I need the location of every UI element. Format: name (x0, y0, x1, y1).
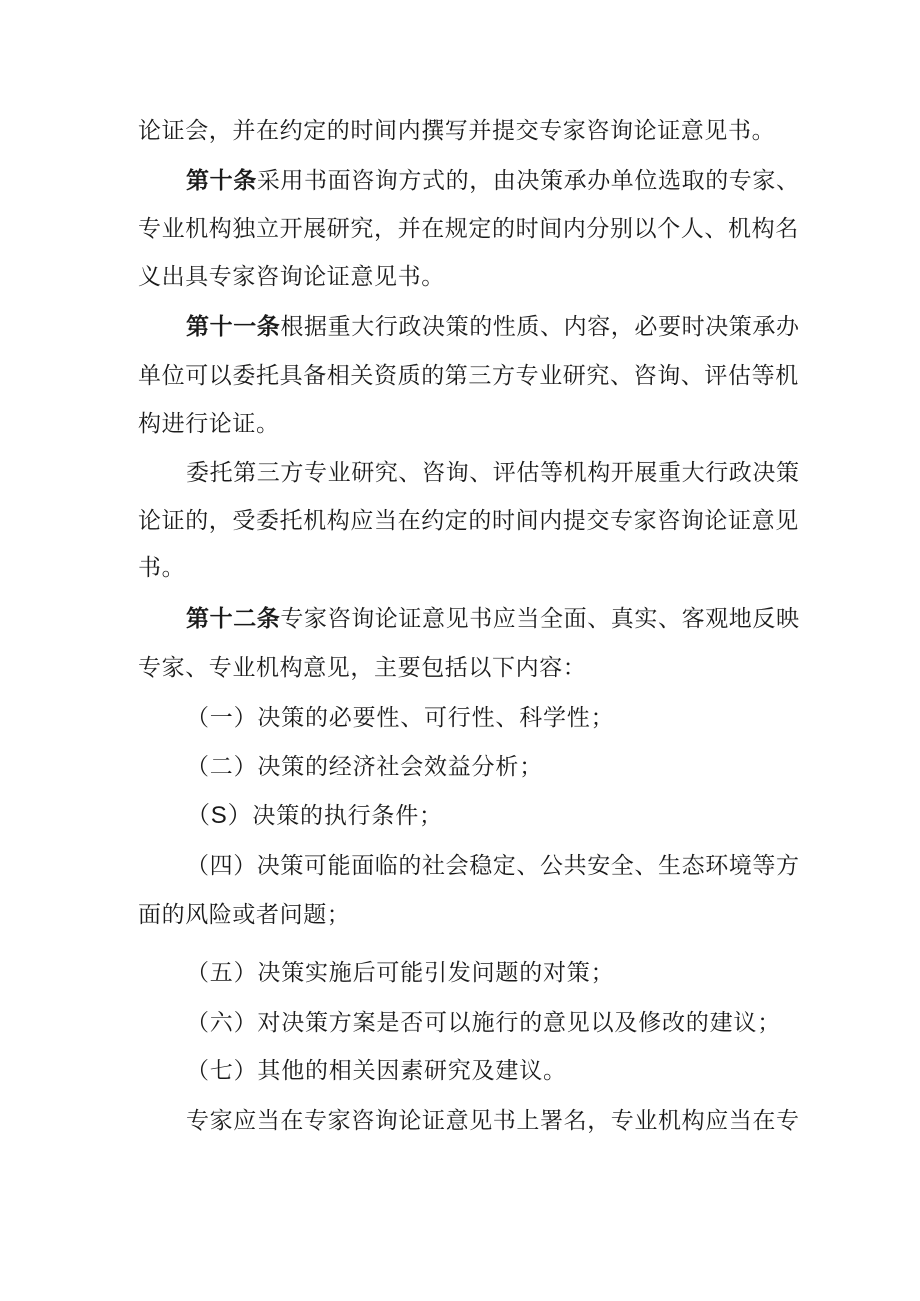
paragraph-line: 论证的，受委托机构应当在约定的时间内提交专家咨询论证意见 (138, 508, 799, 534)
paragraph-line: 委托第三方专业研究、咨询、评估等机构开展重大行政决策 (186, 460, 800, 486)
article-heading: 第十条 (186, 168, 257, 194)
list-item: （五）决策实施后可能引发问题的对策； (186, 960, 615, 986)
paragraph-line: 义出具专家咨询论证意见书。 (138, 264, 445, 290)
article-heading: 第十二条 (186, 606, 281, 632)
paragraph-line: 面的风险或者问题； (138, 902, 351, 928)
paragraph-line: 专家应当在专家咨询论证意见书上署名，专业机构应当在专 (186, 1108, 800, 1134)
list-item: （七）其他的相关因素研究及建议。 (186, 1058, 567, 1084)
list-item: （四）决策可能面临的社会稳定、公共安全、生态环境等方 (186, 853, 800, 879)
list-item: （六）对决策方案是否可以施行的意见以及修改的建议； (186, 1010, 781, 1036)
paragraph-line: 书。 (138, 555, 186, 581)
list-item: （一）决策的必要性、可行性、科学性； (186, 705, 615, 731)
article-heading: 第十一条 (186, 314, 281, 340)
list-item: （二）决策的经济社会效益分析； (186, 754, 543, 780)
paragraph-line: 构进行论证。 (138, 411, 280, 437)
article-11-line: 第十一条根据重大行政决策的性质、内容，必要时决策承办 (186, 314, 800, 340)
paragraph-line: 专业机构独立开展研究，并在规定的时间内分别以个人、机构名 (138, 216, 799, 242)
list-item-marker: （S） (186, 802, 253, 829)
list-item: （S）决策的执行条件； (186, 802, 443, 829)
paragraph-line: 论证会，并在约定的时间内撰写并提交专家咨询论证意见书。 (138, 118, 776, 144)
paragraph-line: 单位可以委托具备相关资质的第三方专业研究、咨询、评估等机 (138, 363, 799, 389)
article-12-line: 第十二条专家咨询论证意见书应当全面、真实、客观地反映 (186, 606, 800, 632)
article-10-line: 第十条采用书面咨询方式的，由决策承办单位选取的专家、 (186, 168, 800, 194)
paragraph-line: 专家、专业机构意见，主要包括以下内容： (138, 655, 587, 681)
